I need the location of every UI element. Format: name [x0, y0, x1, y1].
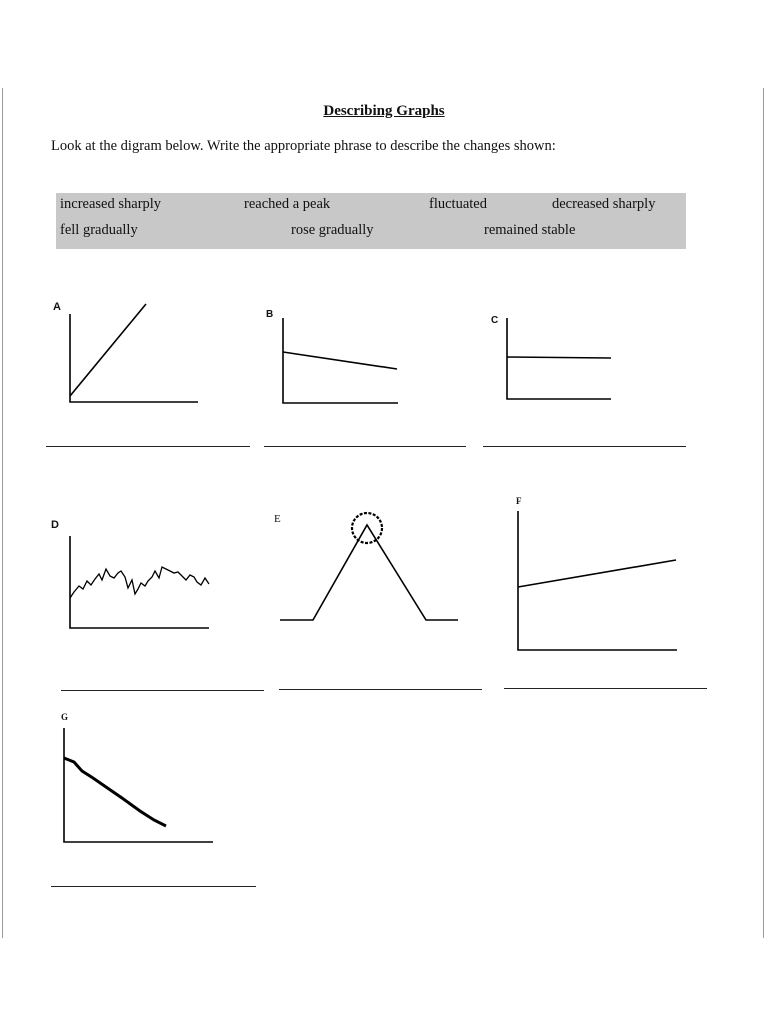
graph-d-axes: [70, 536, 209, 628]
graph-label-d: D: [51, 519, 59, 531]
graph-label-g: G: [61, 712, 69, 722]
answer-line-b[interactable]: [264, 446, 466, 447]
word-bank-item: rose gradually: [291, 222, 374, 238]
graph-b-line: [283, 352, 397, 369]
word-bank-item: decreased sharply: [552, 196, 656, 212]
graph-d: [70, 536, 209, 628]
graph-label-b: B: [266, 309, 274, 320]
answer-line-d[interactable]: [61, 690, 264, 691]
graph-f-line: [518, 560, 676, 587]
graph-e-line: [280, 525, 458, 620]
word-bank-item: remained stable: [484, 222, 576, 238]
graph-a: [70, 304, 198, 402]
graph-g: [64, 728, 213, 842]
word-bank-item: increased sharply: [60, 196, 162, 212]
graph-f: [518, 511, 677, 650]
graph-label-c: C: [491, 315, 499, 326]
worksheet-title: Describing Graphs: [323, 103, 445, 119]
answer-line-c[interactable]: [483, 446, 686, 447]
answer-line-g[interactable]: [51, 886, 256, 887]
graph-a-line: [70, 304, 146, 396]
graph-label-a: A: [53, 301, 61, 313]
graph-e: [280, 513, 458, 620]
graph-a-axes: [70, 314, 198, 402]
graph-c-line: [507, 357, 611, 358]
answer-line-e[interactable]: [279, 689, 482, 690]
answer-line-f[interactable]: [504, 688, 707, 689]
graph-b: [283, 318, 398, 403]
graph-f-axes: [518, 511, 677, 650]
graph-c: [507, 318, 611, 399]
graph-label-e: E: [274, 513, 281, 525]
graph-g-line: [64, 758, 166, 826]
word-bank-item: fell gradually: [60, 222, 138, 238]
graph-g-axes: [64, 728, 213, 842]
answer-line-a[interactable]: [46, 446, 250, 447]
graph-label-f: F: [516, 496, 522, 506]
word-bank-item: fluctuated: [429, 196, 487, 212]
worksheet-instructions: Look at the digram below. Write the appropriate phrase to describe the changes shown:: [51, 138, 556, 154]
graph-d-line: [70, 567, 209, 598]
word-bank-item: reached a peak: [244, 196, 331, 212]
graph-e-peak-marker: [352, 513, 382, 543]
